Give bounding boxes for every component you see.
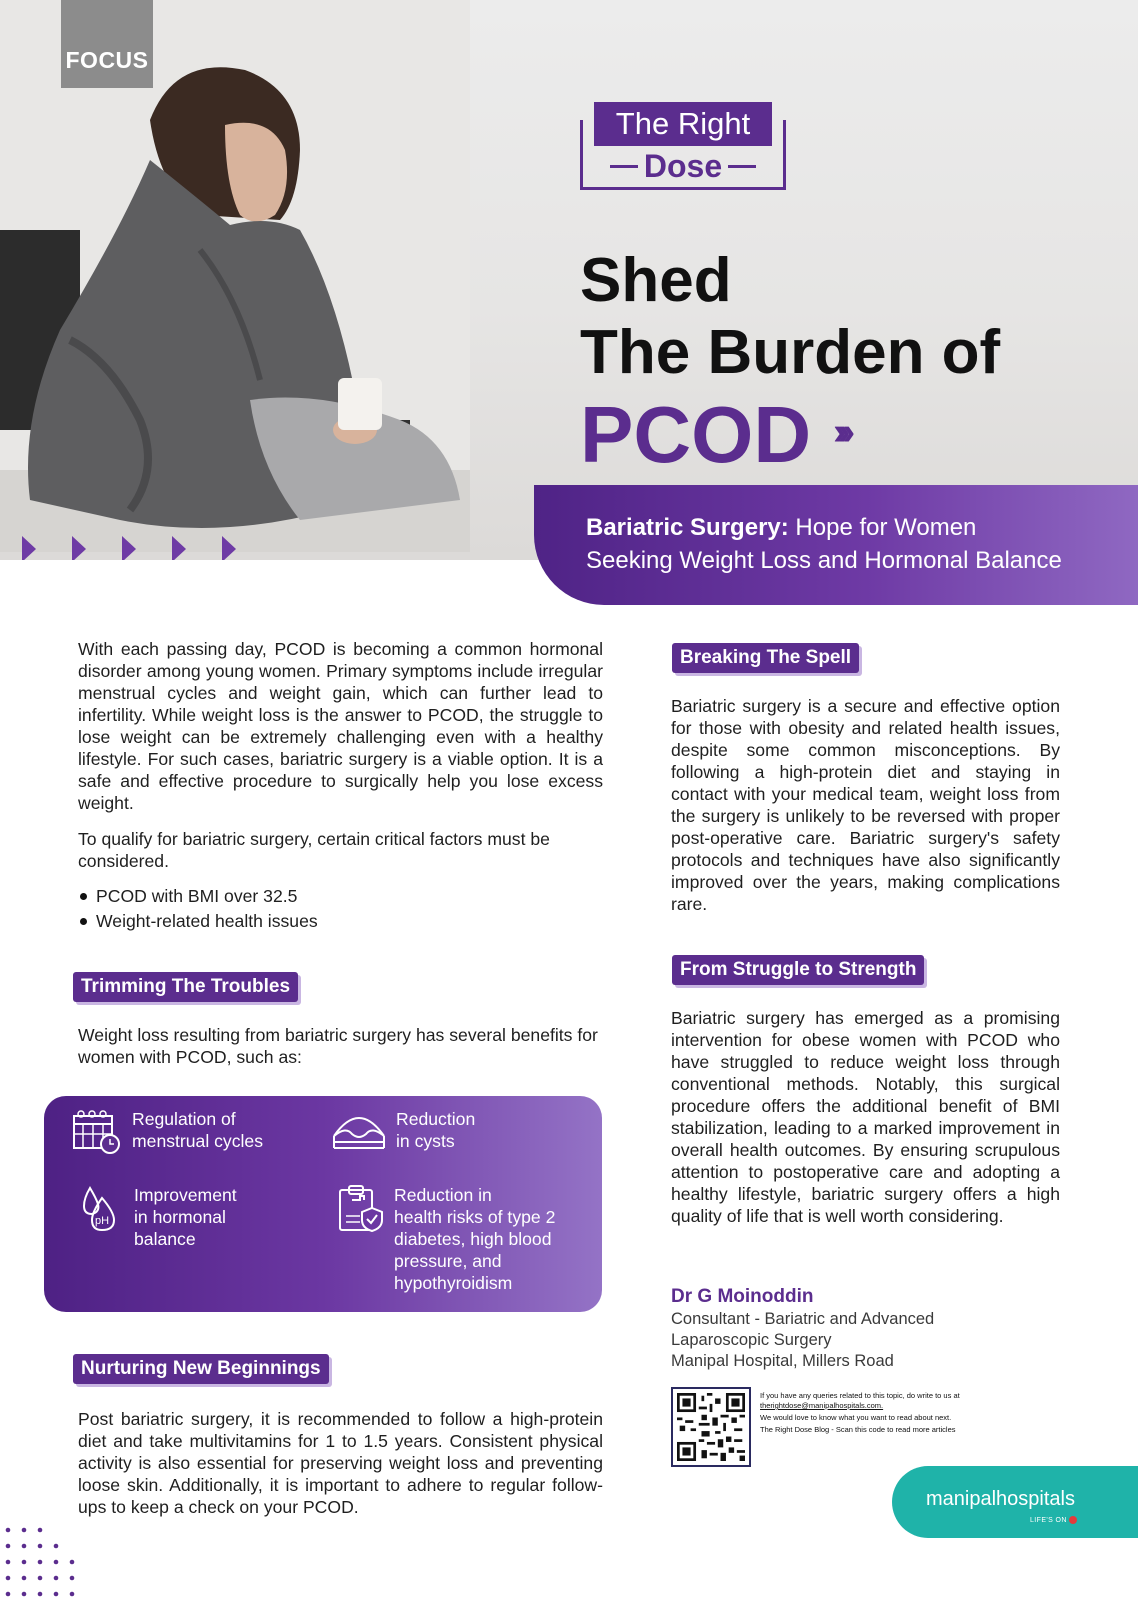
the-right-dose-badge (580, 102, 786, 190)
struggle-paragraph: Bariatric surgery has emerged as a promising intervention for obese women with PCOD who have struggled to reduce weight loss through conventional methods. Notably, this surgical procedure offers the additional benefit of BMI stabilization, leading to a marked improvement in overall health outcomes. By ensuring scrupulous attention to postoperative care and adopting a healthy lifestyle, bariatric surgery offers a high quality of life that is well worth considering. (671, 1008, 1060, 1226)
focus-label: FOCUS (65, 47, 149, 73)
play-arrow-icon (172, 536, 186, 560)
cyst-icon (332, 1108, 386, 1152)
badge-bottom-text: Dose (643, 147, 723, 184)
qualify-paragraph: To qualify for bariatric surgery, certain critical factors must be considered. (78, 829, 550, 871)
benefit-text (132, 1108, 263, 1154)
author-role: Consultant - Bariatric and Advanced (671, 1310, 935, 1328)
benefit-line: menstrual cycles (132, 1131, 264, 1151)
tagline-text: LIFE'S ON (1030, 1516, 1067, 1524)
section-heading-struggle (672, 955, 924, 985)
logo-tagline (1030, 1516, 1077, 1524)
subtitle-bold: Bariatric Surgery: (586, 514, 789, 541)
section-tag: Trimming The Troubles (73, 972, 298, 1002)
benefit-line: Regulation of (132, 1109, 236, 1129)
section-tag: Nurturing New Beginnings (73, 1354, 329, 1384)
hero-section (0, 0, 1138, 560)
section-tag: From Struggle to Strength (672, 955, 924, 985)
badge-dash-left (610, 165, 638, 168)
benefit-line: health risks of type 2 (394, 1207, 556, 1227)
title-highlight: PCOD (580, 390, 812, 479)
title-line-1: Shed (580, 246, 732, 315)
badge-top-text: The Right (594, 102, 772, 146)
title-line-3 (580, 391, 1120, 479)
list-item: Weight-related health issues (78, 909, 603, 934)
nurturing-paragraph: Post bariatric surgery, it is recommended to follow a high-protein diet and take multivitamins for 1 to 1.5 years. Consistent physical activity is also essential for preserving weight loss and preventing loose skin. Additionally, it is important to adhere to regular follow-ups to keep a check on your PCOD. (78, 1409, 603, 1517)
clipboard-shield-icon (338, 1184, 384, 1232)
svg-text:pH: pH (95, 1215, 110, 1227)
qr-note-text: If you have any queries related to this topic, do write to us at (760, 1391, 960, 1400)
benefit-text (396, 1108, 475, 1152)
section-heading-nurturing (73, 1354, 329, 1384)
qr-note-contact (760, 1391, 960, 1411)
author-role: Laparoscopic Surgery (671, 1331, 832, 1349)
trimming-paragraph: Weight loss resulting from bariatric surgery has several benefits for women with PCOD, such as: (78, 1025, 598, 1067)
ph-drop-icon (76, 1184, 124, 1232)
subtitle-rest: Hope for Women (788, 514, 977, 541)
benefit-item (332, 1108, 475, 1152)
contact-email-link[interactable]: therightdose@manipalhospitals.com. (760, 1401, 884, 1410)
badge-dash-right (728, 165, 756, 168)
benefit-item (76, 1184, 237, 1250)
qr-note (760, 1391, 960, 1437)
benefit-item (338, 1184, 555, 1294)
benefit-line: Improvement (134, 1185, 237, 1205)
benefit-line: in cysts (396, 1131, 455, 1151)
author-hospital: Manipal Hospital, Millers Road (671, 1352, 894, 1370)
logo-wordmark: manipalhospitals (926, 1488, 1075, 1510)
badge-bottom (580, 146, 786, 186)
chevron-right-icon: ››› (833, 410, 848, 453)
benefit-item (72, 1108, 263, 1154)
subtitle-line-2: Seeking Weight Loss and Hormonal Balance (586, 547, 1062, 574)
left-column (78, 638, 603, 934)
page-title (580, 245, 1120, 479)
qr-note-text: The Right Dose Blog - Scan this code to read more articles (760, 1425, 956, 1434)
calendar-icon (72, 1108, 122, 1154)
benefit-line: balance (134, 1229, 196, 1249)
play-arrow-icon (222, 536, 236, 560)
benefit-line: Reduction (396, 1109, 476, 1129)
benefit-line: Reduction in (394, 1185, 492, 1205)
qr-note-text: We would love to know what you want to read about next. (760, 1413, 952, 1422)
author-name: Dr G Moinoddin (671, 1286, 814, 1307)
title-line-2: The Burden of (580, 318, 1001, 387)
decorative-arrows (22, 536, 236, 560)
qr-code[interactable] (671, 1387, 751, 1467)
manipal-hospitals-logo (892, 1466, 1138, 1538)
subtitle-line-1 (586, 511, 1118, 544)
decorative-dots (0, 1520, 90, 1600)
intro-paragraph: With each passing day, PCOD is becoming a common hormonal disorder among young women. Primary symptoms include irregular menstrual cycles and weight gain, which can further lead to infertility. While weight loss is the answer to PCOD, the struggle to lose weight can be extremely challenging even with a healthy lifestyle. For such cases, bariatric surgery is a viable option. It is a safe and effective procedure to surgically help you lose excess weight. (78, 639, 603, 813)
benefit-line: hypothyroidism (394, 1273, 513, 1293)
qr-code-icon (677, 1393, 745, 1461)
section-tag: Breaking The Spell (672, 643, 859, 673)
benefit-text (394, 1184, 555, 1294)
section-heading-trimming (73, 972, 298, 1002)
benefit-line: in hormonal (134, 1207, 226, 1227)
plus-icon (1069, 1516, 1077, 1524)
play-arrow-icon (72, 536, 86, 560)
list-item: PCOD with BMI over 32.5 (78, 884, 603, 909)
section-heading-breaking (672, 643, 859, 673)
author-block (671, 1285, 1031, 1372)
benefits-panel (44, 1096, 602, 1312)
breaking-paragraph: Bariatric surgery is a secure and effective option for those with obesity and related health issues, despite some common misconceptions. By following a high-protein diet and staying in contact with your medical team, weight loss from the surgery is unlikely to be reversed with proper post-operative care. Bariatric surgery's safety protocols and techniques have also significantly improved over the years, making complications rare. (671, 696, 1060, 914)
benefit-line: pressure, and (394, 1251, 502, 1271)
subtitle-banner (534, 485, 1138, 605)
qualify-list (78, 884, 603, 934)
benefit-line: diabetes, high blood (394, 1229, 552, 1249)
benefit-text (134, 1184, 237, 1250)
play-arrow-icon (122, 536, 136, 560)
play-arrow-icon (22, 536, 36, 560)
focus-section-tag (61, 0, 153, 88)
